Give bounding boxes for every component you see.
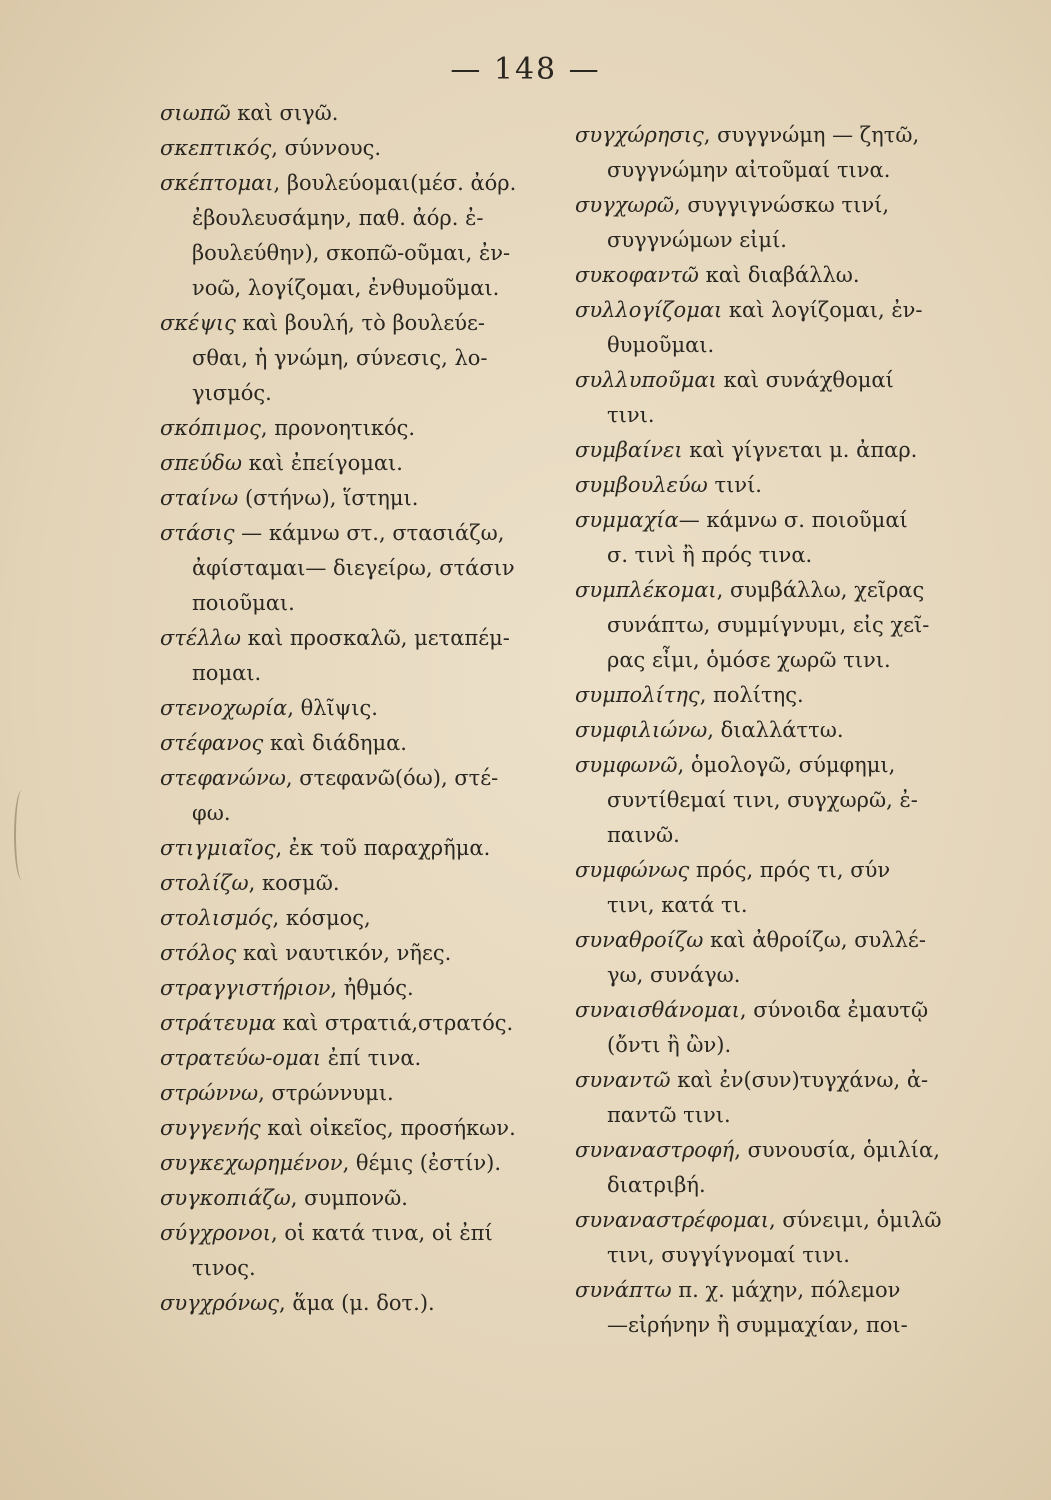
entry-definition: , κοσμῶ. [248,871,340,895]
entry-headword: στολισμός [160,906,273,930]
entry-definition: , ὁμολογῶ, σύμφημι, [677,753,896,777]
entry-definition: , διαλλάττω. [707,718,844,742]
entry-definition: , σύννους. [271,136,382,160]
entry-definition: καὶ οἰκεῖος, προσήκων. [260,1116,516,1140]
dictionary-entry [575,853,995,923]
entry-headword: συγχρόνως [160,1291,280,1315]
entry-definition: , συνουσία, ὁμιλία, [734,1138,940,1162]
entry-definition: , σύνειμι, ὁμιλῶ [768,1208,942,1232]
binding-mark [14,790,30,880]
entry-definition: , βουλεύομαι(μέσ. ἀόρ. [273,171,517,195]
dictionary-entry [575,503,995,573]
entry-headword: συγκοπιάζω [160,1186,291,1210]
entry-continuation: ποιοῦμαι. [192,591,295,615]
dictionary-entry [160,901,580,936]
dictionary-entry [160,306,580,411]
entry-headword: στολίζω [160,871,249,895]
entry-definition: καὶ διαβάλλω. [698,263,860,287]
page-number: — 148 — [450,52,601,87]
entry-headword: σπεύδω [160,451,242,475]
entry-continuation: θυμοῦμαι. [607,333,715,357]
dictionary-entry [160,621,580,691]
left-column [160,96,580,1321]
entry-definition: καὶ σιγῶ. [230,101,339,125]
entry-definition: καὶ λογίζομαι, ἐν- [722,298,923,322]
dictionary-entry [575,748,995,853]
entry-definition: , οἱ κατά τινα, οἱ ἐπί [271,1221,493,1245]
entry-continuation: πομαι. [192,661,262,685]
dictionary-entry [160,936,580,971]
entry-headword: στεφανώνω [160,766,286,790]
entry-definition: , συγγιγνώσκω τινί, [673,193,889,217]
entry-headword: συναναστροφή [575,1138,735,1162]
dictionary-entry [160,1006,580,1041]
entry-headword: συμπολίτης [575,683,700,707]
dictionary-entry [575,433,995,468]
entry-headword: στραγγιστήριον [160,976,331,1000]
entry-continuation: παντῶ τινι. [607,1103,731,1127]
entry-headword: στέλλω [160,626,241,650]
entry-definition: καὶ γίγνεται μ. ἀπαρ. [682,438,918,462]
entry-headword: στόλος [160,941,237,965]
dictionary-entry [160,446,580,481]
entry-definition: , κόσμος, [272,906,371,930]
entry-headword: συλλογίζομαι [575,298,723,322]
entry-headword: στάσις [160,521,235,545]
entry-definition: — κάμνω σ. ποιοῦμαί [678,508,908,532]
dictionary-entry [575,258,995,293]
entry-headword: συμπλέκομαι [575,578,717,602]
entry-definition: , σύνοιδα ἐμαυτῷ [739,998,929,1022]
entry-headword: συναντῶ [575,1068,671,1092]
entry-headword: στενοχωρία [160,696,288,720]
entry-headword: συμφωνῶ [575,753,678,777]
entry-definition: , ἠθμός. [330,976,414,1000]
entry-definition: ἐπί τινα. [321,1046,422,1070]
dictionary-entry [575,713,995,748]
dictionary-entry [575,1273,995,1343]
entry-definition: , πολίτης. [699,683,804,707]
entry-continuation: γισμός. [192,381,272,405]
entry-definition: καὶ ναυτικόν, νῆες. [236,941,452,965]
entry-continuation: σθαι, ἡ γνώμη, σύνεσις, λο- [192,346,488,370]
entry-definition: , συγγνώμη — ζητῶ, [703,123,920,147]
entry-definition: — κάμνω στ., στασιάζω, [234,521,505,545]
dictionary-entry [160,516,580,621]
entry-headword: σκέψις [160,311,236,335]
entry-definition: , θέμις (ἐστίν). [342,1151,502,1175]
entry-definition: καὶ διάδημα. [263,731,407,755]
dictionary-entry [160,1181,580,1216]
entry-continuation: συγγνώμων εἰμί. [607,228,787,252]
dictionary-entry [160,1286,580,1321]
entry-headword: συγχώρησις [575,123,704,147]
entry-definition: (στήνω), ἵστημι. [238,486,419,510]
dictionary-entry [160,691,580,726]
dictionary-entry [575,118,995,188]
entry-continuation: τινι, κατά τι. [607,893,748,917]
entry-definition: , στεφανῶ(όω), στέ- [285,766,499,790]
entry-headword: συκοφαντῶ [575,263,699,287]
entry-continuation: ἐβουλευσάμην, παθ. ἀόρ. ἐ- [192,206,484,230]
dictionary-entry [575,1133,995,1203]
dictionary-entry [575,363,995,433]
dictionary-entry [160,971,580,1006]
entry-definition: , στρώννυμι. [258,1081,394,1105]
entry-continuation: νοῶ, λογίζομαι, ἐνθυμοῦμαι. [192,276,500,300]
dictionary-entry [575,468,995,503]
entry-continuation: τινι. [607,403,655,427]
dictionary-entry [160,131,580,166]
entry-definition: καὶ προσκαλῶ, μεταπέμ- [240,626,510,650]
entry-definition: καὶ στρατιά,στρατός. [275,1011,514,1035]
entry-continuation: σ. τινὶ ἢ πρός τινα. [607,543,813,567]
entry-headword: στέφανος [160,731,264,755]
entry-headword: συναναστρέφομαι [575,1208,769,1232]
entry-continuation: τινος. [192,1256,256,1280]
entry-continuation: βουλεύθην), σκοπῶ-οῦμαι, ἐν- [192,241,511,265]
entry-headword: συμβαίνει [575,438,683,462]
dictionary-entry [160,96,580,131]
entry-headword: συμβουλεύω [575,473,708,497]
entry-headword: συνάπτω [575,1278,672,1302]
dictionary-entry [160,1076,580,1111]
entry-headword: συγκεχωρημένον [160,1151,343,1175]
entry-continuation: συγγνώμην αἰτοῦμαί τινα. [607,158,891,182]
dictionary-entry [160,481,580,516]
entry-continuation: παινῶ. [607,823,680,847]
entry-headword: συλλυποῦμαι [575,368,717,392]
entry-headword: συναισθάνομαι [575,998,740,1022]
entry-definition: , συμβάλλω, χεῖρας [716,578,925,602]
entry-headword: στρατεύω-ομαι [160,1046,322,1070]
dictionary-entry [160,411,580,446]
entry-headword: στρώννω [160,1081,259,1105]
entry-definition: , ἅμα (μ. δοτ.). [279,1291,435,1315]
dictionary-entry [575,573,995,678]
dictionary-entry [160,761,580,831]
entry-headword: σκεπτικός [160,136,272,160]
entry-definition: καὶ βουλή, τὸ βουλεύε- [235,311,485,335]
entry-continuation: τινι, συγγίγνομαί τινι. [607,1243,850,1267]
entry-headword: συμμαχία [575,508,679,532]
dictionary-entry [575,188,995,258]
dictionary-entry [160,1216,580,1286]
entry-headword: συγγενής [160,1116,261,1140]
entry-headword: στράτευμα [160,1011,276,1035]
entry-definition: π. χ. μάχην, πόλεμον [671,1278,901,1302]
right-column [575,118,995,1343]
dictionary-entry [575,293,995,363]
entry-continuation: διατριβή. [607,1173,706,1197]
dictionary-entry [575,678,995,713]
dictionary-entry [160,1041,580,1076]
dictionary-entry [160,166,580,306]
entry-headword: συναθροίζω [575,928,704,952]
dictionary-entry [575,923,995,993]
entry-headword: σιωπῶ [160,101,231,125]
entry-definition: καὶ ἀθροίζω, συλλέ- [703,928,926,952]
entry-headword: σταίνω [160,486,239,510]
entry-continuation: γω, συνάγω. [607,963,741,987]
entry-continuation: συντίθεμαί τινι, συγχωρῶ, ἐ- [607,788,918,812]
entry-headword: συμφώνως [575,858,690,882]
entry-continuation: ἀφίσταμαι— διεγείρω, στάσιν [192,556,515,580]
dictionary-entry [160,866,580,901]
entry-definition: , συμπονῶ. [290,1186,408,1210]
entry-definition: καὶ ἐν(συν)τυγχάνω, ἀ- [670,1068,929,1092]
entry-headword: σκόπιμος [160,416,261,440]
entry-definition: καὶ ἐπείγομαι. [241,451,403,475]
dictionary-entry [575,1203,995,1273]
entry-definition: , προνοητικός. [260,416,416,440]
entry-definition: τινί. [707,473,762,497]
entry-continuation: —εἰρήνην ἢ συμμαχίαν, ποι- [607,1313,908,1337]
dictionary-entry [160,1111,580,1146]
entry-headword: συγχωρῶ [575,193,674,217]
entry-definition: , θλῖψις. [287,696,378,720]
entry-headword: σκέπτομαι [160,171,274,195]
entry-definition: , ἐκ τοῦ παραχρῆμα. [275,836,491,860]
dictionary-entry [160,831,580,866]
dictionary-entry [575,1063,995,1133]
entry-continuation: συνάπτω, συμμίγνυμι, εἰς χεῖ- [607,613,930,637]
dictionary-entry [575,993,995,1063]
entry-headword: σύγχρονοι [160,1221,272,1245]
dictionary-entry [160,726,580,761]
entry-headword: στιγμιαῖος [160,836,276,860]
entry-definition: καὶ συνάχθομαί [716,368,894,392]
entry-definition: πρός, πρός τι, σύν [689,858,891,882]
dictionary-entry [160,1146,580,1181]
entry-continuation: φω. [192,801,231,825]
entry-continuation: (ὄντι ἢ ὢν). [607,1033,732,1057]
entry-headword: συμφιλιώνω [575,718,708,742]
entry-continuation: ρας εἶμι, ὁμόσε χωρῶ τινι. [607,648,891,672]
